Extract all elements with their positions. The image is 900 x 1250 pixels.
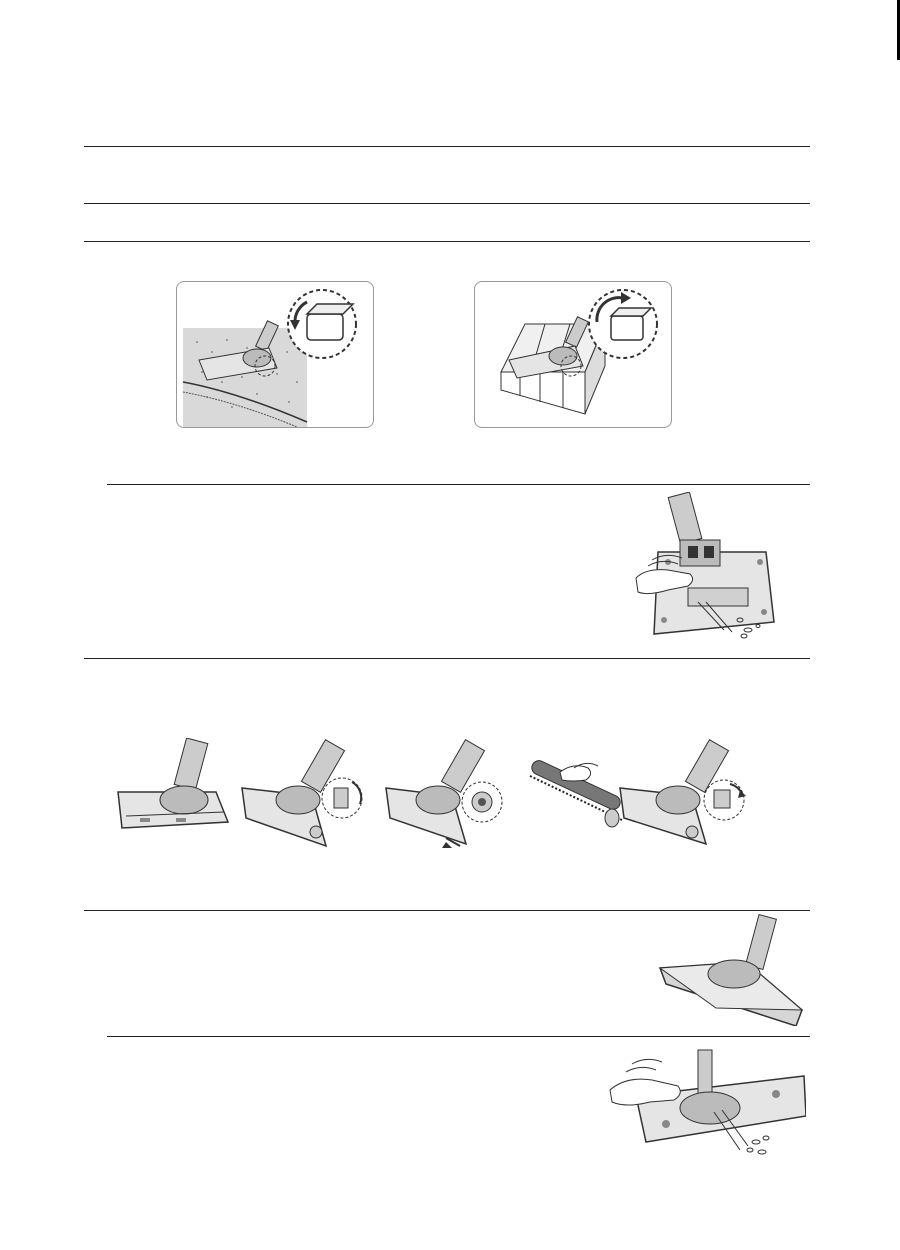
step-3-nozzle <box>386 740 502 848</box>
parquet-brush-figure <box>656 914 806 1026</box>
nozzle-cleaning-illustration <box>628 492 778 644</box>
section-rule-3 <box>84 241 810 242</box>
section-rule-5 <box>84 658 810 659</box>
step-2-nozzle <box>242 740 362 846</box>
section-rule-7 <box>107 1036 810 1037</box>
parquet-brush-cleaning-illustration <box>606 1046 806 1158</box>
brush-removal-sequence <box>116 738 756 850</box>
step-1-nozzle <box>118 738 228 828</box>
nozzle-cleaning-figure <box>628 492 778 644</box>
section-rule-1 <box>84 146 810 147</box>
parquet-cleaning-figure <box>606 1046 806 1158</box>
parquet-brush-illustration <box>656 914 806 1026</box>
floor-mode-illustration <box>475 282 671 427</box>
carpet-mode-illustration <box>177 282 373 427</box>
step-4-brush-roll <box>530 758 623 827</box>
section-rule-4 <box>107 484 810 485</box>
brush-removal-illustration <box>116 738 756 850</box>
section-rule-2 <box>84 203 810 204</box>
floor-mode-panel <box>474 281 672 428</box>
section-rule-6 <box>84 910 810 911</box>
carpet-mode-panel <box>176 281 374 428</box>
step-5-nozzle <box>620 740 746 844</box>
